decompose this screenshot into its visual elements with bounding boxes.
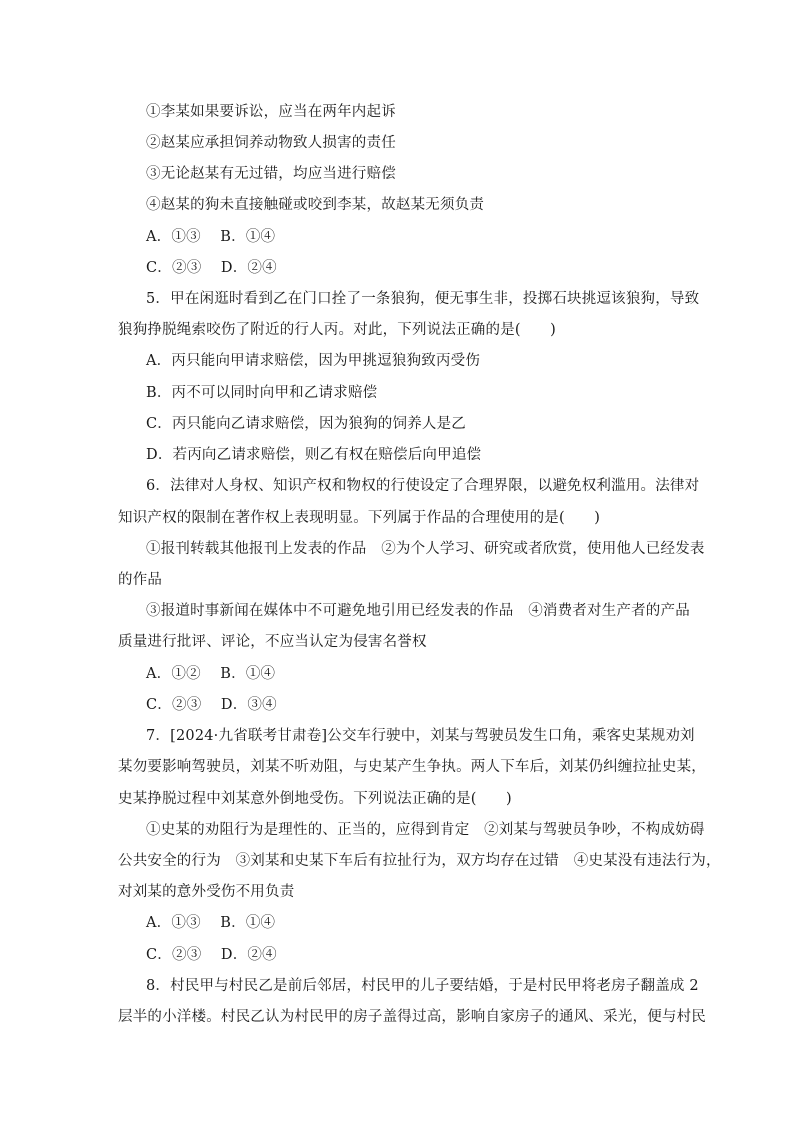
- q5-choice-c: C．丙只能向乙请求赔偿，因为狼狗的饲养人是乙: [146, 416, 466, 432]
- q6-choices-cd: C．②③ D．③④: [146, 697, 277, 713]
- q7-option-line-1: ①史某的劝阻行为是理性的、正当的，应得到肯定 ②刘某与驾驶员争吵，不构成妨碍: [146, 822, 705, 838]
- q4-option-3: ③无论赵某有无过错，均应当进行赔偿: [146, 166, 396, 182]
- q7-choices-ab: A．①③ B．①④: [146, 915, 276, 931]
- q7-choices-cd: C．②③ D．②④: [146, 947, 277, 963]
- q4-choices-cd: C．②③ D．②④: [146, 260, 277, 276]
- q6-option-line-1: ①报刊转载其他报刊上发表的作品 ②为个人学习、研究或者欣赏，使用他人已经发表: [146, 541, 705, 557]
- q5-choice-a: A．丙只能向甲请求赔偿，因为甲挑逗狼狗致丙受伤: [146, 353, 481, 369]
- q7-stem-line-1: 7．[2024·九省联考甘肃卷]公交车行驶中，刘某与驾驶员发生口角，乘客史某规劝刘: [146, 728, 695, 744]
- q4-option-4: ④赵某的狗未直接触碰或咬到李某，故赵某无须负责: [146, 197, 485, 213]
- q5-choice-d: D．若丙向乙请求赔偿，则乙有权在赔偿后向甲追偿: [146, 447, 482, 463]
- q7-stem-line-2: 某勿要影响驾驶员，刘某不听劝阻，与史某产生争执。两人下车后，刘某仍纠缠拉扯史某，: [118, 759, 706, 775]
- q7-option-line-3: 对刘某的意外受伤不用负责: [118, 884, 295, 900]
- q6-choices-ab: A．①② B．①④: [146, 666, 276, 682]
- q7-option-line-2: 公共安全的行为 ③刘某和史某下车后有拉扯行为，双方均存在过错 ④史某没有违法行为，: [118, 853, 721, 869]
- q6-stem-line-2: 知识产权的限制在著作权上表现明显。下列属于作品的合理使用的是( ): [118, 510, 601, 526]
- q8-stem-line-2: 层半的小洋楼。村民乙认为村民甲的房子盖得过高，影响自家房子的通风、采光，便与村民: [118, 1009, 706, 1025]
- q4-choices-ab: A．①③ B．①④: [146, 229, 276, 245]
- q4-option-1: ①李某如果要诉讼，应当在两年内起诉: [146, 104, 396, 120]
- q5-stem-line-2: 狼狗挣脱绳索咬伤了附近的行人丙。对此，下列说法正确的是( ): [118, 322, 557, 338]
- q5-choice-b: B．丙不可以同时向甲和乙请求赔偿: [146, 385, 378, 401]
- q6-option-line-2: 的作品: [118, 572, 163, 588]
- q4-option-2: ②赵某应承担饲养动物致人损害的责任: [146, 135, 396, 151]
- q6-option-line-4: 质量进行批评、评论，不应当认定为侵害名誉权: [118, 634, 427, 650]
- q6-stem-line-1: 6．法律对人身权、知识产权和物权的行使设定了合理界限，以避免权利滥用。法律对: [146, 478, 700, 494]
- q7-stem-line-3: 史某挣脱过程中刘某意外倒地受伤。下列说法正确的是( ): [118, 791, 512, 807]
- q6-option-line-3: ③报道时事新闻在媒体中不可避免地引用已经发表的作品 ④消费者对生产者的产品: [146, 603, 690, 619]
- q5-stem-line-1: 5．甲在闲逛时看到乙在门口拴了一条狼狗，便无事生非，投掷石块挑逗该狼狗，导致: [146, 291, 700, 307]
- q8-stem-line-1: 8．村民甲与村民乙是前后邻居，村民甲的儿子要结婚，于是村民甲将老房子翻盖成 2: [146, 978, 699, 994]
